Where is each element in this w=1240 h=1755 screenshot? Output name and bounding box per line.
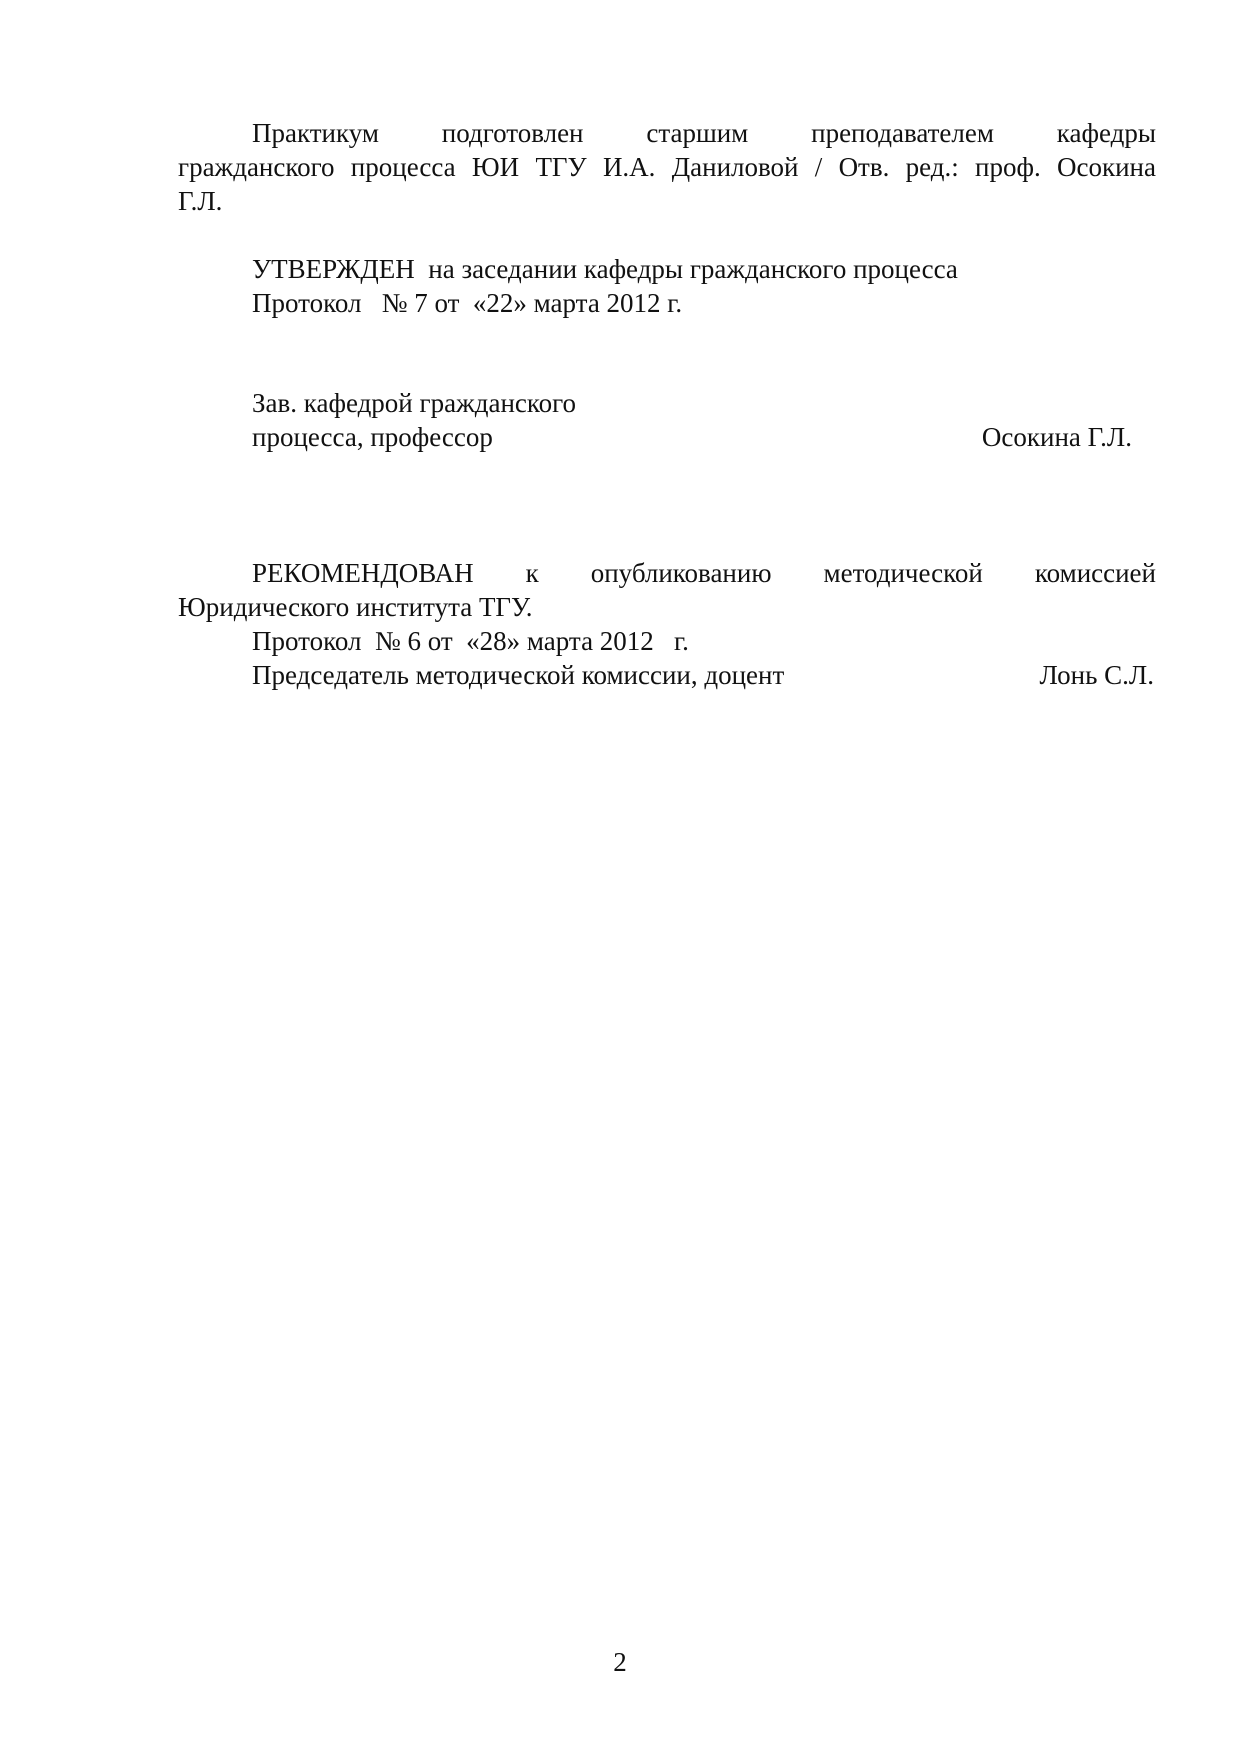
prepared-line-1: Практикум подготовлен старшим преподавателем кафедры [252, 118, 1156, 148]
page-number: 2 [613, 1647, 627, 1677]
chairman-title: Председатель методической комиссии, доцент [252, 660, 785, 690]
head-title-line-2: процесса, профессор [252, 422, 493, 452]
recommended-line-2: Юридического института ТГУ. [178, 592, 533, 622]
prepared-line-3: Г.Л. [178, 186, 223, 216]
chairman-signature-row [178, 658, 1154, 692]
recommended-protocol: Протокол № 6 от «28» марта 2012 г. [252, 626, 689, 656]
prepared-paragraph [178, 116, 1156, 218]
approved-protocol: Протокол № 7 от «22» марта 2012 г. [252, 288, 683, 318]
head-of-department-signature [178, 386, 1156, 454]
recommended-paragraph [178, 556, 1156, 692]
head-name: Осокина Г.Л. [981, 422, 1132, 452]
head-signature-row [178, 420, 1132, 454]
approved-line-1: УТВЕРЖДЕН на заседании кафедры гражданского процесса [252, 254, 958, 284]
chairman-name: Лонь С.Л. [1039, 660, 1154, 690]
approved-paragraph [178, 252, 1156, 320]
recommended-line-1: РЕКОМЕНДОВАН к опубликованию методической комиссией [252, 558, 1156, 588]
prepared-line-2: гражданского процесса ЮИ ТГУ И.А. Даниловой / Отв. ред.: проф. Осокина [178, 152, 1156, 182]
head-title-line-1: Зав. кафедрой гражданского [252, 388, 577, 418]
